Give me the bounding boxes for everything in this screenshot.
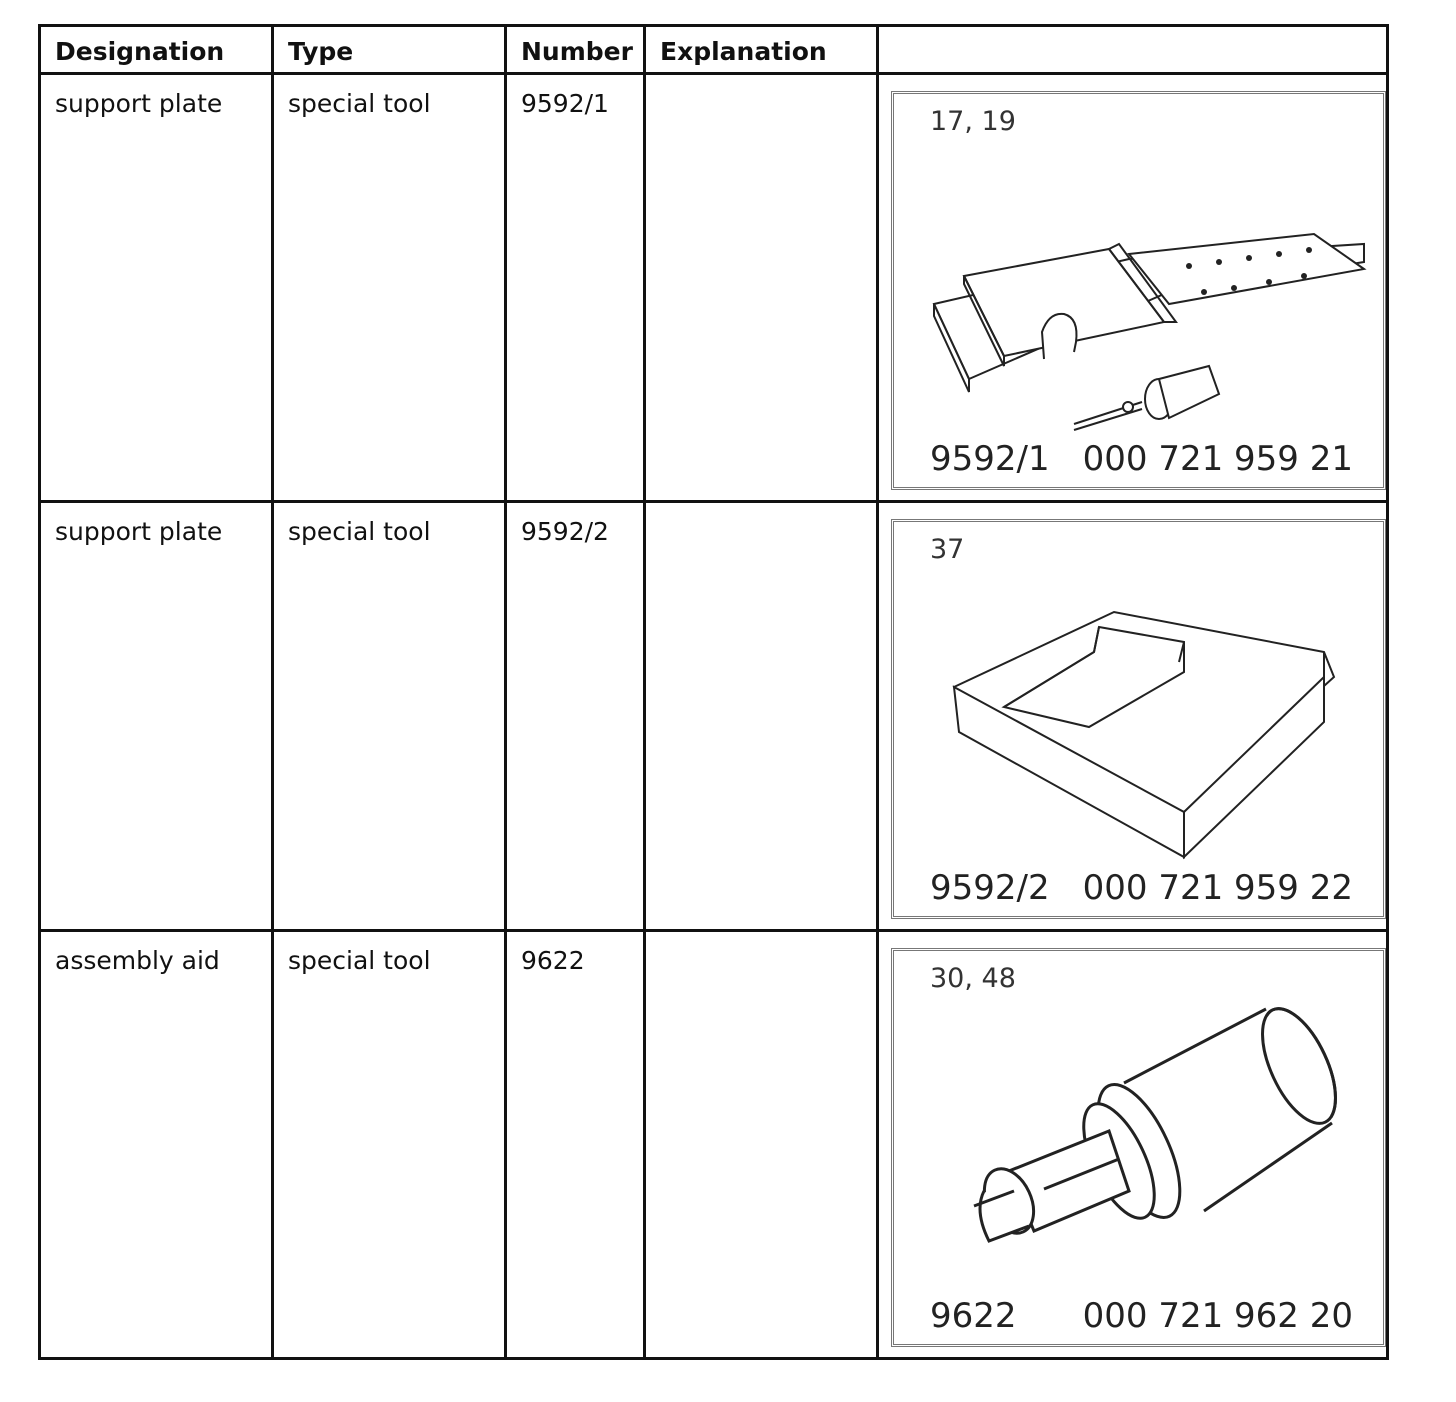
header-number: Number: [506, 26, 645, 74]
header-explanation: Explanation: [645, 26, 878, 74]
cell-designation: support plate: [40, 502, 273, 930]
figure-tool-number: 9622: [930, 1296, 1017, 1336]
cell-number: 9592/1: [506, 74, 645, 502]
header-illustration: [878, 26, 1388, 74]
figure-tool-number: 9592/1: [930, 439, 1050, 480]
cell-illustration: [878, 502, 1388, 930]
cell-explanation: [645, 74, 878, 502]
cell-type: special tool: [273, 930, 506, 1358]
figure-part-number: 000 721 959 21: [1082, 439, 1353, 480]
cell-illustration: [878, 930, 1388, 1358]
header-type: Type: [273, 26, 506, 74]
table-row: [40, 502, 1388, 930]
figure-tool-number: 9592/2: [930, 867, 1050, 908]
cell-illustration: [878, 74, 1388, 502]
cell-designation: assembly aid: [40, 930, 273, 1358]
table-row: [40, 930, 1388, 1358]
assembly-aid-drawing: [914, 1001, 1374, 1291]
table-row: [40, 74, 1388, 502]
cell-designation: support plate: [40, 74, 273, 502]
tool-figure: [891, 91, 1386, 490]
cell-type: special tool: [273, 74, 506, 502]
cell-explanation: [645, 502, 878, 930]
figure-part-number: 000 721 962 20: [1082, 1296, 1353, 1336]
header-designation: Designation: [40, 26, 273, 74]
figure-part-number: 000 721 959 22: [1082, 867, 1353, 908]
figure-ref: 37: [930, 534, 965, 566]
tool-figure: [891, 948, 1386, 1347]
support-plate-block-drawing: [914, 572, 1374, 862]
cell-number: 9592/2: [506, 502, 645, 930]
cell-number: 9622: [506, 930, 645, 1358]
figure-ref: 17, 19: [930, 106, 1016, 138]
special-tools-table: [38, 24, 1389, 1360]
tool-figure: [891, 519, 1386, 918]
support-plate-with-pin-drawing: [914, 144, 1374, 434]
figure-ref: 30, 48: [930, 962, 1016, 994]
header-row: [40, 26, 1388, 74]
cell-explanation: [645, 930, 878, 1358]
cell-type: special tool: [273, 502, 506, 930]
